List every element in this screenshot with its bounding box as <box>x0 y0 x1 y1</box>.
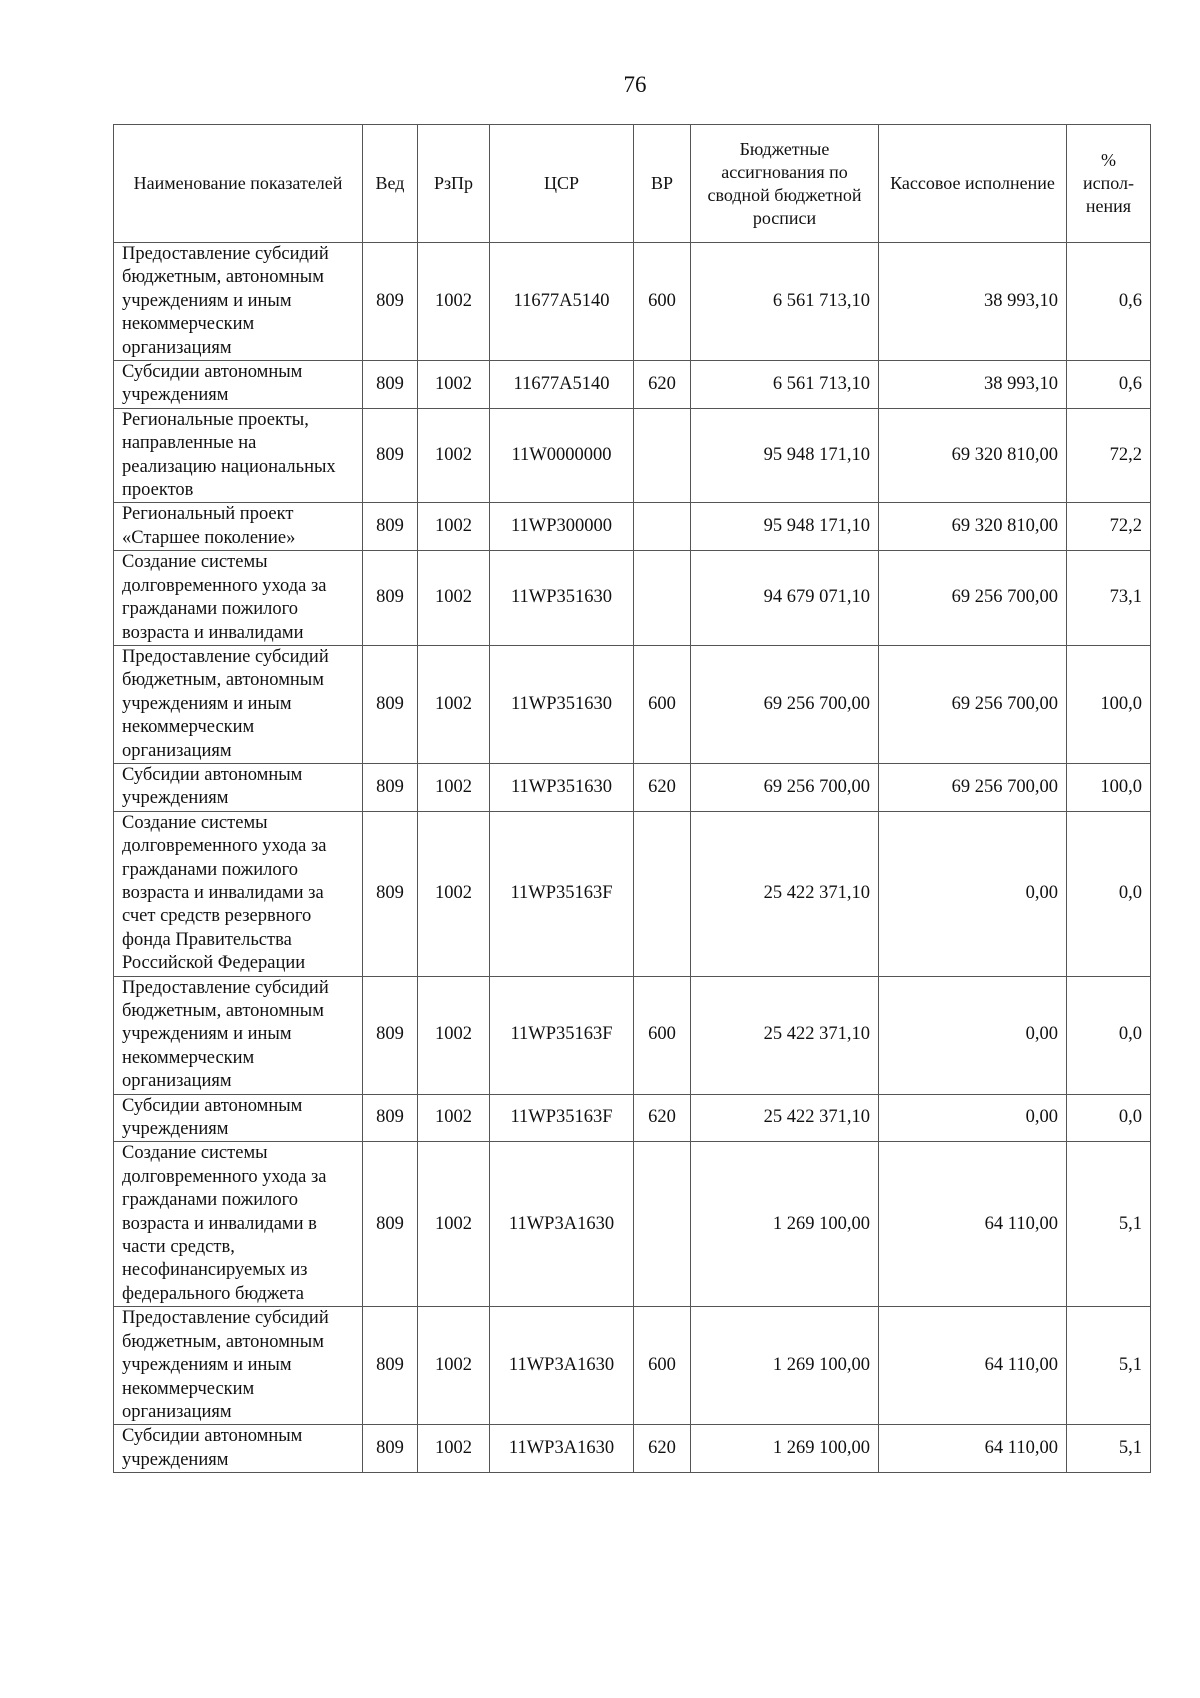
cell-name: Субсидии автономным учреждениям <box>114 763 363 811</box>
cell-cash: 0,00 <box>879 1094 1067 1142</box>
cell-assigned: 6 561 713,10 <box>691 243 879 361</box>
cell-name: Предоставление субсидий бюджетным, автономным учреждениям и иным некоммерческим организациям <box>114 976 363 1094</box>
table-row <box>114 1142 1151 1307</box>
table-row <box>114 361 1151 409</box>
cell-assigned: 1 269 100,00 <box>691 1307 879 1425</box>
cell-csr: 11WP3А1630 <box>490 1307 634 1425</box>
cell-name: Субсидии автономным учреждениям <box>114 361 363 409</box>
table-row <box>114 1425 1151 1473</box>
cell-vr: 600 <box>634 645 691 763</box>
cell-rzpr: 1002 <box>418 503 490 551</box>
cell-pct: 0,0 <box>1067 976 1151 1094</box>
cell-cash: 69 320 810,00 <box>879 408 1067 503</box>
cell-ved: 809 <box>363 976 418 1094</box>
cell-vr: 620 <box>634 361 691 409</box>
cell-ved: 809 <box>363 763 418 811</box>
cell-csr: 11677А5140 <box>490 243 634 361</box>
cell-cash: 64 110,00 <box>879 1307 1067 1425</box>
cell-ved: 809 <box>363 1425 418 1473</box>
cell-ved: 809 <box>363 1094 418 1142</box>
header-assigned: Бюджетные ассигнования по сводной бюджетной росписи <box>691 125 879 243</box>
cell-rzpr: 1002 <box>418 408 490 503</box>
table-row <box>114 503 1151 551</box>
cell-name: Создание системы долговременного ухода за гражданами пожилого возраста и инвалидами в части средств, несофинансируемых из федерального бюджета <box>114 1142 363 1307</box>
cell-ved: 809 <box>363 811 418 976</box>
cell-rzpr: 1002 <box>418 361 490 409</box>
cell-assigned: 94 679 071,10 <box>691 551 879 646</box>
cell-rzpr: 1002 <box>418 645 490 763</box>
cell-rzpr: 1002 <box>418 1307 490 1425</box>
cell-rzpr: 1002 <box>418 811 490 976</box>
cell-csr: 11WP3А1630 <box>490 1425 634 1473</box>
cell-csr: 11W0000000 <box>490 408 634 503</box>
cell-pct: 5,1 <box>1067 1307 1151 1425</box>
table-row <box>114 243 1151 361</box>
cell-cash: 69 256 700,00 <box>879 551 1067 646</box>
table-row <box>114 408 1151 503</box>
table-row <box>114 811 1151 976</box>
table-row <box>114 976 1151 1094</box>
cell-pct: 5,1 <box>1067 1425 1151 1473</box>
header-pct: % испол-нения <box>1067 125 1151 243</box>
cell-vr <box>634 1142 691 1307</box>
budget-execution-table <box>113 124 1151 1473</box>
table-row <box>114 645 1151 763</box>
cell-vr: 620 <box>634 1094 691 1142</box>
cell-vr: 620 <box>634 763 691 811</box>
cell-pct: 0,6 <box>1067 243 1151 361</box>
cell-ved: 809 <box>363 408 418 503</box>
cell-pct: 72,2 <box>1067 408 1151 503</box>
cell-ved: 809 <box>363 243 418 361</box>
cell-name: Создание системы долговременного ухода за гражданами пожилого возраста и инвалидами за счет средств резервного фонда Правительства Российской Федерации <box>114 811 363 976</box>
cell-assigned: 6 561 713,10 <box>691 361 879 409</box>
cell-assigned: 25 422 371,10 <box>691 976 879 1094</box>
cell-name: Региональный проект «Старшее поколение» <box>114 503 363 551</box>
cell-vr: 600 <box>634 243 691 361</box>
cell-csr: 11WP35163F <box>490 811 634 976</box>
table-row <box>114 1307 1151 1425</box>
cell-cash: 0,00 <box>879 811 1067 976</box>
cell-assigned: 1 269 100,00 <box>691 1425 879 1473</box>
cell-cash: 69 256 700,00 <box>879 763 1067 811</box>
cell-ved: 809 <box>363 551 418 646</box>
cell-vr <box>634 503 691 551</box>
cell-vr: 620 <box>634 1425 691 1473</box>
cell-ved: 809 <box>363 1142 418 1307</box>
table-body <box>114 243 1151 1473</box>
header-vr: ВР <box>634 125 691 243</box>
cell-assigned: 1 269 100,00 <box>691 1142 879 1307</box>
cell-ved: 809 <box>363 1307 418 1425</box>
cell-rzpr: 1002 <box>418 551 490 646</box>
cell-ved: 809 <box>363 361 418 409</box>
cell-assigned: 69 256 700,00 <box>691 645 879 763</box>
cell-pct: 5,1 <box>1067 1142 1151 1307</box>
cell-csr: 11WP35163F <box>490 1094 634 1142</box>
cell-rzpr: 1002 <box>418 1142 490 1307</box>
cell-rzpr: 1002 <box>418 243 490 361</box>
cell-name: Предоставление субсидий бюджетным, автономным учреждениям и иным некоммерческим организациям <box>114 243 363 361</box>
cell-vr <box>634 811 691 976</box>
cell-name: Предоставление субсидий бюджетным, автономным учреждениям и иным некоммерческим организациям <box>114 645 363 763</box>
cell-cash: 69 256 700,00 <box>879 645 1067 763</box>
table-header-row <box>114 125 1151 243</box>
table-row <box>114 551 1151 646</box>
cell-rzpr: 1002 <box>418 763 490 811</box>
cell-cash: 38 993,10 <box>879 243 1067 361</box>
cell-csr: 11WP300000 <box>490 503 634 551</box>
cell-rzpr: 1002 <box>418 1425 490 1473</box>
cell-name: Создание системы долговременного ухода за гражданами пожилого возраста и инвалидами <box>114 551 363 646</box>
header-rzpr: РзПр <box>418 125 490 243</box>
cell-csr: 11WP351630 <box>490 551 634 646</box>
cell-cash: 0,00 <box>879 976 1067 1094</box>
cell-assigned: 25 422 371,10 <box>691 811 879 976</box>
cell-csr: 11WP3А1630 <box>490 1142 634 1307</box>
cell-cash: 64 110,00 <box>879 1425 1067 1473</box>
cell-vr <box>634 408 691 503</box>
header-cash: Кассовое исполнение <box>879 125 1067 243</box>
cell-pct: 0,6 <box>1067 361 1151 409</box>
cell-cash: 38 993,10 <box>879 361 1067 409</box>
cell-vr: 600 <box>634 1307 691 1425</box>
table-row <box>114 763 1151 811</box>
cell-ved: 809 <box>363 645 418 763</box>
header-name: Наименование показателей <box>114 125 363 243</box>
header-ved: Вед <box>363 125 418 243</box>
table-row <box>114 1094 1151 1142</box>
cell-cash: 64 110,00 <box>879 1142 1067 1307</box>
cell-name: Субсидии автономным учреждениям <box>114 1425 363 1473</box>
cell-rzpr: 1002 <box>418 976 490 1094</box>
cell-pct: 0,0 <box>1067 1094 1151 1142</box>
cell-vr: 600 <box>634 976 691 1094</box>
cell-name: Региональные проекты, направленные на реализацию национальных проектов <box>114 408 363 503</box>
cell-vr <box>634 551 691 646</box>
cell-csr: 11677А5140 <box>490 361 634 409</box>
cell-assigned: 95 948 171,10 <box>691 503 879 551</box>
cell-cash: 69 320 810,00 <box>879 503 1067 551</box>
cell-pct: 100,0 <box>1067 645 1151 763</box>
cell-rzpr: 1002 <box>418 1094 490 1142</box>
cell-csr: 11WP351630 <box>490 763 634 811</box>
cell-pct: 100,0 <box>1067 763 1151 811</box>
cell-name: Предоставление субсидий бюджетным, автономным учреждениям и иным некоммерческим организациям <box>114 1307 363 1425</box>
cell-assigned: 95 948 171,10 <box>691 408 879 503</box>
cell-pct: 73,1 <box>1067 551 1151 646</box>
cell-pct: 72,2 <box>1067 503 1151 551</box>
cell-name: Субсидии автономным учреждениям <box>114 1094 363 1142</box>
cell-pct: 0,0 <box>1067 811 1151 976</box>
page-number: 76 <box>623 72 647 97</box>
cell-assigned: 69 256 700,00 <box>691 763 879 811</box>
cell-ved: 809 <box>363 503 418 551</box>
cell-assigned: 25 422 371,10 <box>691 1094 879 1142</box>
cell-csr: 11WP351630 <box>490 645 634 763</box>
cell-csr: 11WP35163F <box>490 976 634 1094</box>
header-csr: ЦСР <box>490 125 634 243</box>
